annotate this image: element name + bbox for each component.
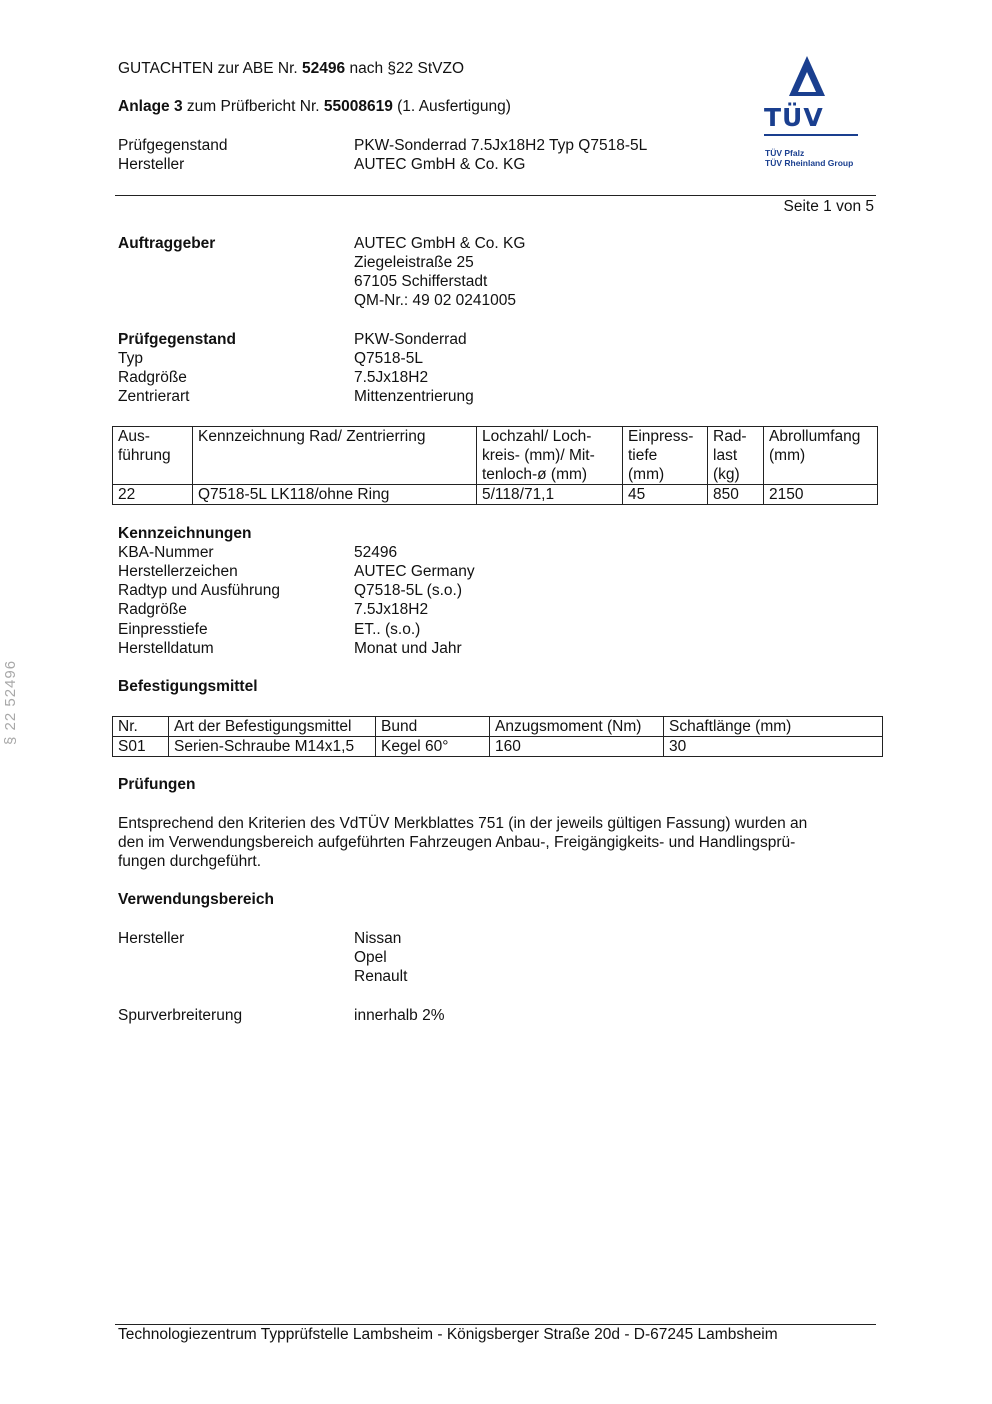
fasteners-heading: Befestigungsmittel xyxy=(118,678,258,695)
table-header-cell: Rad- last (kg) xyxy=(708,427,764,485)
header-divider xyxy=(115,195,876,196)
marking-value: ET.. (s.o.) xyxy=(354,621,421,638)
marking-value: 7.5Jx18H2 xyxy=(354,601,429,618)
marking-label: Einpresstiefe xyxy=(118,621,208,638)
tests-heading: Prüfungen xyxy=(118,776,196,793)
marking-value: 52496 xyxy=(354,544,398,561)
table-header-cell: Art der Befestigungsmittel xyxy=(169,717,376,737)
track-widening-label: Spurverbreiterung xyxy=(118,1007,243,1024)
marking-value: Q7518-5L (s.o.) xyxy=(354,582,462,599)
table-header-cell: Anzugsmoment (Nm) xyxy=(490,717,664,737)
client-line: QM-Nr.: 49 02 0241005 xyxy=(354,292,516,309)
table-header-cell: Lochzahl/ Loch- kreis- (mm)/ Mit- tenloch-ø (mm) xyxy=(477,427,623,485)
test-object-value: Q7518-5L xyxy=(354,350,423,367)
test-object-label: Zentrierart xyxy=(118,388,190,405)
scope-heading: Verwendungsbereich xyxy=(118,891,274,908)
header-label: Prüfgegenstand xyxy=(118,137,228,154)
table-cell: S01 xyxy=(113,737,169,757)
table-cell: 5/118/71,1 xyxy=(477,485,623,505)
client-line: 67105 Schifferstadt xyxy=(354,273,488,290)
scope-manufacturer: Opel xyxy=(354,949,387,966)
table-cell: Serien-Schraube M14x1,5 xyxy=(169,737,376,757)
logo-divider xyxy=(764,134,858,136)
table-cell: 2150 xyxy=(764,485,878,505)
page-number: Seite 1 von 5 xyxy=(783,198,874,215)
marking-label: Herstellerzeichen xyxy=(118,563,238,580)
header-value: PKW-Sonderrad 7.5Jx18H2 Typ Q7518-5L xyxy=(354,137,648,154)
table-header-row xyxy=(113,427,878,485)
marking-value: AUTEC Germany xyxy=(354,563,475,580)
table-cell: 160 xyxy=(490,737,664,757)
marking-label: Radtyp und Ausführung xyxy=(118,582,281,599)
marking-label: KBA-Nummer xyxy=(118,544,214,561)
markings-heading: Kennzeichnungen xyxy=(118,525,252,542)
table-header-cell: Aus- führung xyxy=(113,427,193,485)
table-cell: Q7518-5L LK118/ohne Ring xyxy=(193,485,477,505)
report-title: GUTACHTEN zur ABE Nr. 52496 nach §22 StVZO xyxy=(118,60,465,77)
scope-manufacturer: Renault xyxy=(354,968,408,985)
test-object-value: 7.5Jx18H2 xyxy=(354,369,429,386)
table-header-cell: Nr. xyxy=(113,717,169,737)
table-header-cell: Abrollumfang (mm) xyxy=(764,427,878,485)
annex-title: Anlage 3 zum Prüfbericht Nr. 55008619 (1. Ausfertigung) xyxy=(118,98,511,115)
header-value: AUTEC GmbH & Co. KG xyxy=(354,156,526,173)
table-row xyxy=(113,737,883,757)
marking-label: Radgröße xyxy=(118,601,187,618)
logo-subtitle: TÜV Pfalz TÜV Rheinland Group xyxy=(765,148,854,168)
client-line: Ziegeleistraße 25 xyxy=(354,254,474,271)
footer-address: Technologiezentrum Typprüfstelle Lambsheim - Königsberger Straße 20d - D-67245 Lambsheim xyxy=(118,1326,778,1343)
track-widening-value: innerhalb 2% xyxy=(354,1007,445,1024)
side-reference-label: § 22 52496 xyxy=(2,659,19,745)
table-header-cell: Bund xyxy=(376,717,490,737)
client-line: AUTEC GmbH & Co. KG xyxy=(354,235,526,252)
wheel-variant-table xyxy=(112,426,878,505)
table-header-cell: Einpress- tiefe (mm) xyxy=(623,427,708,485)
table-header-cell: Kennzeichnung Rad/ Zentrierring xyxy=(193,427,477,485)
table-row xyxy=(113,485,878,505)
marking-value: Monat und Jahr xyxy=(354,640,462,657)
table-cell: Kegel 60° xyxy=(376,737,490,757)
table-cell: 45 xyxy=(623,485,708,505)
table-cell: 30 xyxy=(664,737,883,757)
table-header-row xyxy=(113,717,883,737)
test-object-heading: Prüfgegenstand xyxy=(118,331,236,348)
fasteners-table xyxy=(112,716,883,757)
test-object-value: Mittenzentrierung xyxy=(354,388,474,405)
table-cell: 850 xyxy=(708,485,764,505)
scope-manufacturer: Nissan xyxy=(354,930,402,947)
test-object-value: PKW-Sonderrad xyxy=(354,331,467,348)
table-cell: 22 xyxy=(113,485,193,505)
table-header-cell: Schaftlänge (mm) xyxy=(664,717,883,737)
client-heading: Auftraggeber xyxy=(118,235,216,252)
logo-text: TÜV xyxy=(764,103,824,132)
test-object-label: Radgröße xyxy=(118,369,187,386)
test-object-label: Typ xyxy=(118,350,143,367)
tests-paragraph: Entsprechend den Kriterien des VdTÜV Merkblattes 751 (in der jeweils gültigen Fassung) wurden an den im Verwendungsbereich aufgeführten Fahrzeugen Anbau-, Freigängigkeits- und Handlingsprü- fungen durchgeführt. xyxy=(118,815,808,870)
scope-manufacturer-label: Hersteller xyxy=(118,930,185,947)
marking-label: Herstelldatum xyxy=(118,640,214,657)
header-label: Hersteller xyxy=(118,156,185,173)
